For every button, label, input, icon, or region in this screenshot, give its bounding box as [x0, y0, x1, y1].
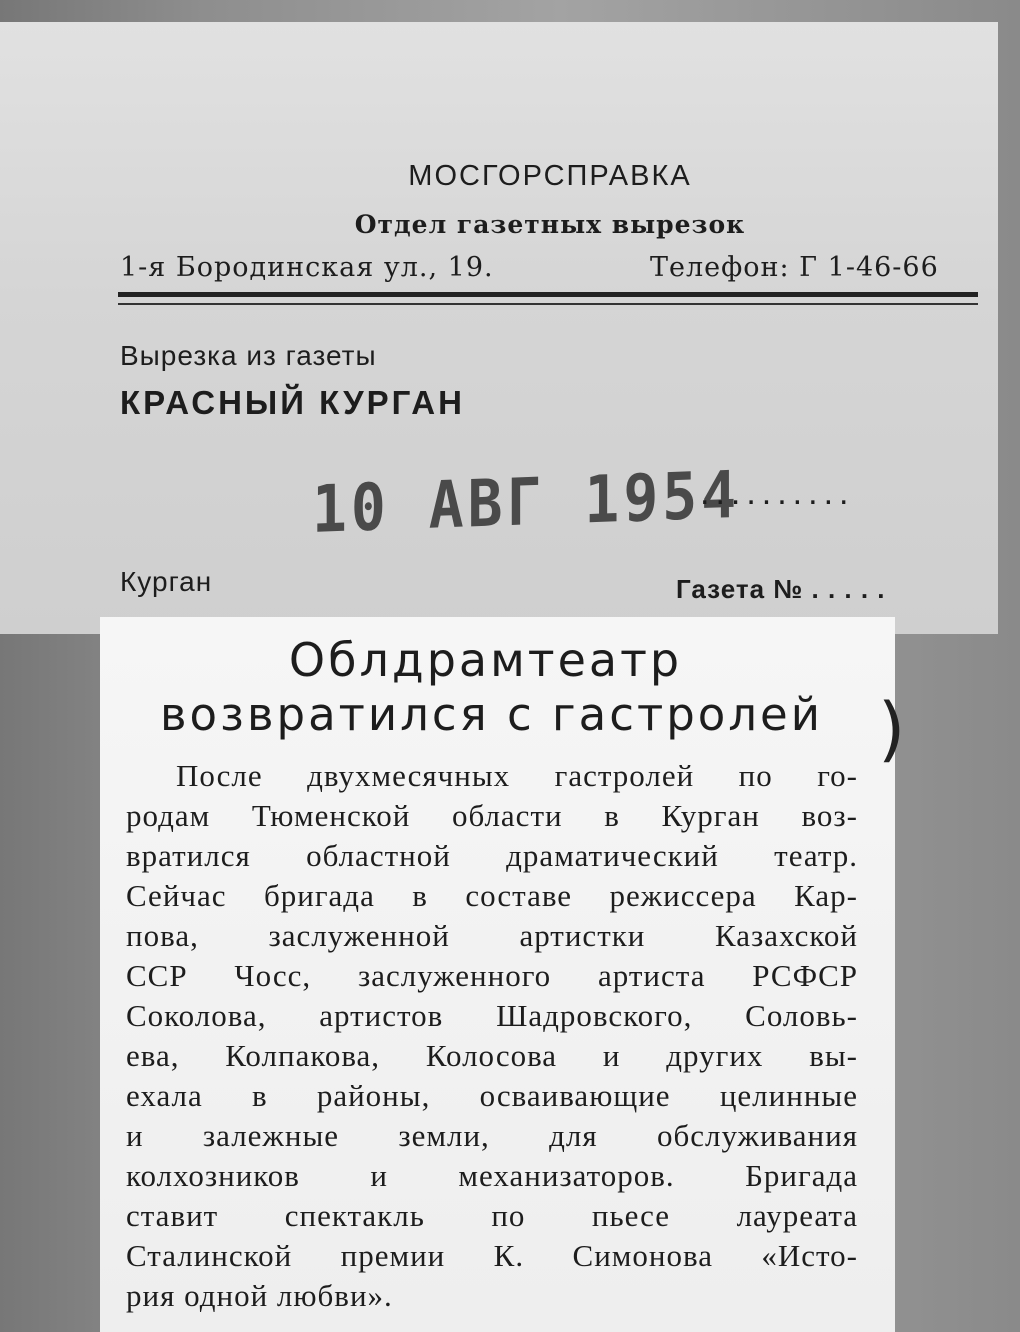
divider-thin: [118, 303, 978, 305]
divider-thick: [118, 292, 978, 297]
clip-from-label: Вырезка из газеты: [120, 340, 377, 371]
address: 1-я Бородинская ул., 19.: [120, 252, 494, 283]
pencil-mark: ): [878, 688, 906, 770]
headline-line-1: Облдрамтеатр: [288, 633, 683, 687]
article-line: ставит спектакль по пьесе лауреата: [126, 1198, 858, 1233]
article-line: пова, заслуженной артистки Казахской: [126, 918, 858, 953]
article-line: ева, Колпакова, Колосова и других вы-: [126, 1038, 858, 1073]
article-line: Сталинской премии К. Симонова «Исто-: [126, 1238, 858, 1273]
article-line: рия одной любви».: [126, 1278, 393, 1313]
date-stamp: 10 АВГ 1954: [312, 456, 741, 548]
phone: Телефон: Г 1-46-66: [650, 252, 939, 283]
newspaper-clipping: [100, 617, 895, 1332]
headline-line-2: возвратился с гастролей: [160, 688, 823, 741]
article-line: вратился областной драматический театр.: [126, 838, 858, 873]
article-line: и залежные земли, для обслуживания: [126, 1118, 858, 1153]
article-line: ССР Чосс, заслуженного артиста РСФСР: [126, 958, 858, 993]
article-line: ехала в районы, осваивающие целинные: [126, 1078, 858, 1113]
city-label: Курган: [120, 566, 213, 597]
issue-number-label: Газета № . . . . .: [676, 574, 886, 604]
clipping-bureau-form: [0, 22, 998, 634]
newspaper-name: КРАСНЫЙ КУРГАН: [120, 384, 465, 421]
department-name: Отдел газетных вырезок: [354, 210, 746, 239]
date-dots: ..........: [700, 474, 855, 512]
article-line: родам Тюменской области в Курган воз-: [126, 798, 858, 833]
agency-name: МОСГОРСПРАВКА: [408, 160, 692, 192]
article-line: Соколова, артистов Шадровского, Соловь-: [126, 998, 858, 1033]
article-line: После двухмесячных гастролей по го-: [176, 758, 858, 793]
article-line: Сейчас бригада в составе режиссера Кар-: [126, 878, 858, 913]
article-line: колхозников и механизаторов. Бригада: [126, 1158, 858, 1193]
